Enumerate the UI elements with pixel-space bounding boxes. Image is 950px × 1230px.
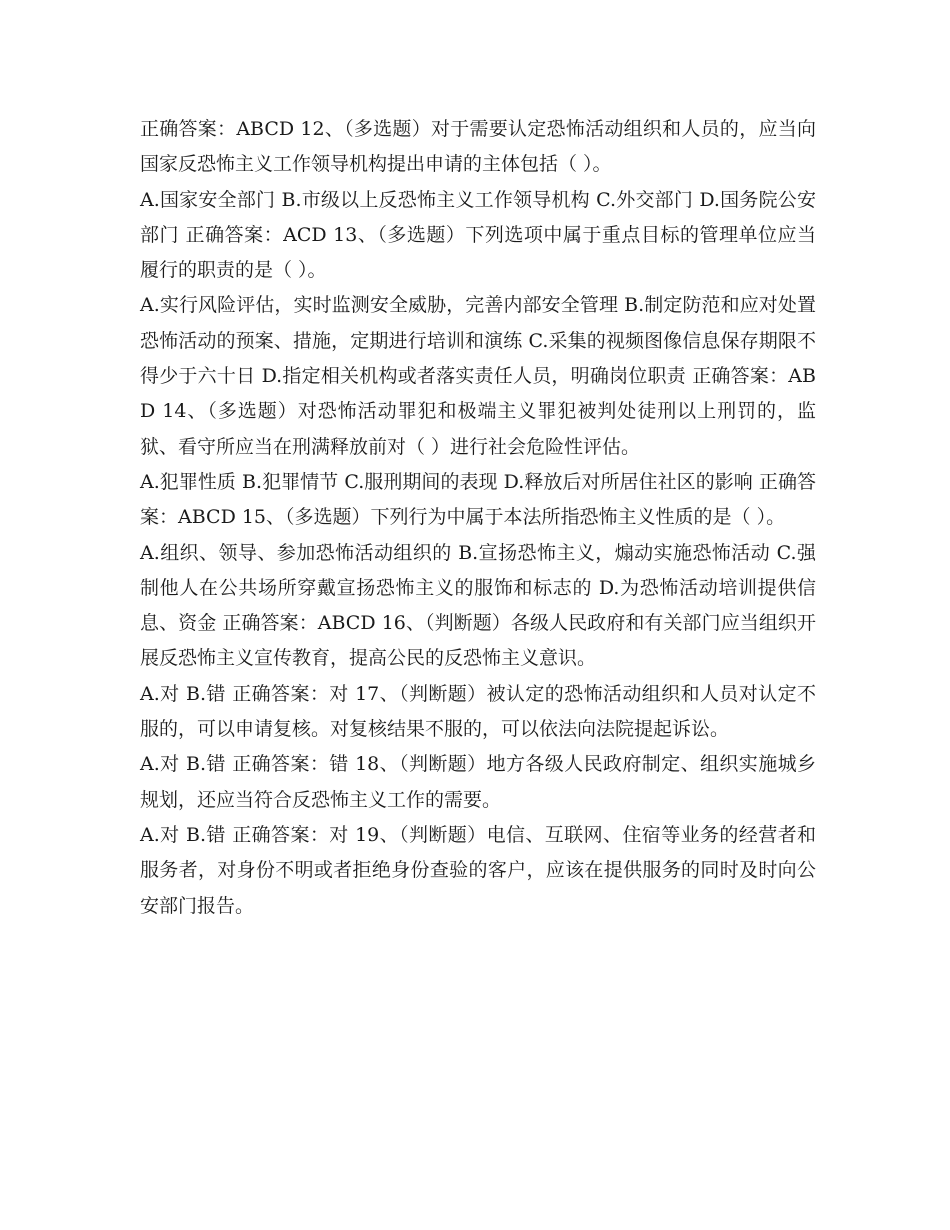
- document-body: [140, 112, 816, 924]
- paragraph-q13-options: A.实行风险评估，实时监测安全威胁，完善内部安全管理 B.制定防范和应对处置恐怖活动的预案、措施，定期进行培训和演练 C.采集的视频图像信息保存期限不得少于六十日 D.指定相关机构或者落实责任人员，明确岗位职责 正确答案：ABD 14、（多选题）对恐怖活动罪犯和极端主义罪犯被判处徒刑以上刑罚的，监狱、看守所应当在刑满释放前对（ ）进行社会危险性评估。: [140, 294, 816, 458]
- paragraph-q12-options: A.国家安全部门 B.市级以上反恐怖主义工作领导机构 C.外交部门 D.国务院公安部门 正确答案：ACD 13、（多选题）下列选项中属于重点目标的管理单位应当履行的职责的是（ ）。: [140, 188, 816, 282]
- paragraph-q15-options: A.组织、领导、参加恐怖活动组织的 B.宣扬恐怖主义，煽动实施恐怖活动 C.强制他人在公共场所穿戴宣扬恐怖主义的服饰和标志的 D.为恐怖活动培训提供信息、资金 正确答案：ABCD 16、（判断题）各级人民政府和有关部门应当组织开展反恐怖主义宣传教育，提高公民的反恐怖主义意识。: [140, 541, 816, 670]
- paragraph-q16-options: A.对 B.错 正确答案：对 17、（判断题）被认定的恐怖活动组织和人员对认定不服的，可以申请复核。对复核结果不服的，可以依法向法院提起诉讼。: [140, 682, 816, 741]
- paragraph-q14-options: A.犯罪性质 B.犯罪情节 C.服刑期间的表现 D.释放后对所居住社区的影响 正确答案：ABCD 15、（多选题）下列行为中属于本法所指恐怖主义性质的是（ ）。: [140, 470, 816, 529]
- paragraph-q12: 正确答案：ABCD 12、（多选题）对于需要认定恐怖活动组织和人员的，应当向国家反恐怖主义工作领导机构提出申请的主体包括（ ）。: [140, 118, 816, 176]
- paragraph-q17-options: A.对 B.错 正确答案：错 18、（判断题）地方各级人民政府制定、组织实施城乡规划，还应当符合反恐怖主义工作的需要。: [140, 753, 816, 811]
- paragraph-q18-options: A.对 B.错 正确答案：对 19、（判断题）电信、互联网、住宿等业务的经营者和服务者，对身份不明或者拒绝身份查验的客户，应该在提供服务的同时及时向公安部门报告。: [140, 823, 816, 917]
